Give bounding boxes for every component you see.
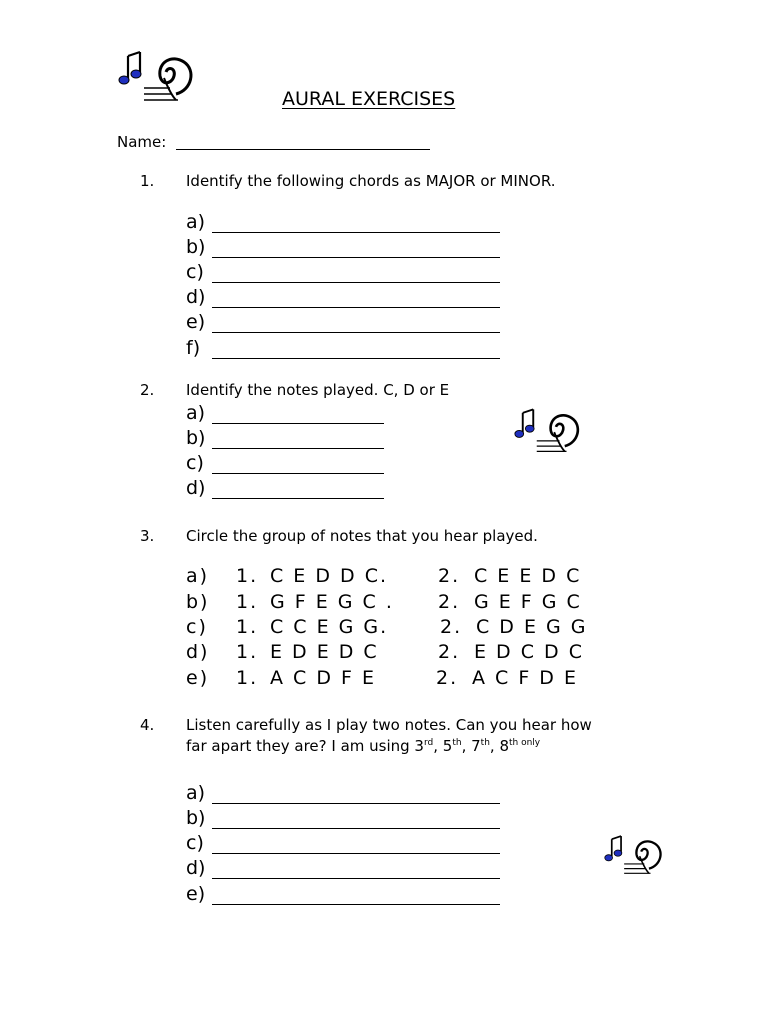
note-group-option[interactable]: A C F D E xyxy=(472,667,578,689)
note-group-option[interactable]: G E F G C xyxy=(474,591,582,613)
option-number: 1. xyxy=(236,591,259,613)
question-3-text: Circle the group of notes that you hear played. xyxy=(186,527,538,545)
answer-label: c) xyxy=(186,832,204,854)
note-group-option[interactable]: E D E D C xyxy=(270,641,379,663)
q2-answer-d[interactable] xyxy=(186,477,384,499)
question-2-number: 2. xyxy=(140,381,155,399)
music-ear-icon xyxy=(604,833,666,881)
answer-label: c) xyxy=(186,452,204,474)
music-ear-icon xyxy=(118,50,198,108)
row-label: b) xyxy=(186,591,210,613)
answer-blank[interactable] xyxy=(212,863,500,879)
answer-label: b) xyxy=(186,427,206,449)
answer-label: f) xyxy=(186,337,201,359)
note-group-option[interactable]: C E E D C xyxy=(474,565,582,587)
option-number: 1. xyxy=(236,667,259,689)
answer-blank[interactable] xyxy=(212,408,384,424)
note-group-option[interactable]: C C E G G. xyxy=(270,616,389,638)
q4-answer-b[interactable] xyxy=(186,807,500,829)
name-label: Name: xyxy=(117,133,167,151)
answer-blank[interactable] xyxy=(212,788,500,804)
note-group-option[interactable]: A C D F E xyxy=(270,667,376,689)
answer-label: d) xyxy=(186,857,206,879)
note-group-option[interactable]: C D E G G xyxy=(476,616,588,638)
answer-blank[interactable] xyxy=(212,343,500,359)
answer-blank[interactable] xyxy=(212,838,500,854)
q2-answer-a[interactable] xyxy=(186,402,384,424)
answer-label: b) xyxy=(186,236,206,258)
q1-answer-f[interactable] xyxy=(186,337,500,359)
row-label: d) xyxy=(186,641,210,663)
q4-answer-c[interactable] xyxy=(186,832,500,854)
q1-answer-a[interactable] xyxy=(186,211,500,233)
q4-answer-d[interactable] xyxy=(186,857,500,879)
answer-blank[interactable] xyxy=(212,813,500,829)
q2-answer-c[interactable] xyxy=(186,452,384,474)
option-number: 1. xyxy=(236,641,259,663)
option-number: 2. xyxy=(436,667,459,689)
answer-blank[interactable] xyxy=(212,292,500,308)
page-title: AURAL EXERCISES xyxy=(282,88,456,110)
q1-answer-e[interactable] xyxy=(186,311,500,333)
question-1-text: Identify the following chords as MAJOR or MINOR. xyxy=(186,172,556,190)
answer-label: c) xyxy=(186,261,204,283)
option-number: 2. xyxy=(438,565,461,587)
answer-label: e) xyxy=(186,883,206,905)
answer-blank[interactable] xyxy=(212,889,500,905)
option-number: 1. xyxy=(236,565,259,587)
answer-blank[interactable] xyxy=(212,267,500,283)
q1-answer-c[interactable] xyxy=(186,261,500,283)
row-label: c) xyxy=(186,616,208,638)
q1-answer-d[interactable] xyxy=(186,286,500,308)
answer-blank[interactable] xyxy=(212,317,500,333)
name-blank[interactable] xyxy=(176,149,430,150)
answer-blank[interactable] xyxy=(212,483,384,499)
answer-label: e) xyxy=(186,311,206,333)
answer-label: a) xyxy=(186,782,206,804)
option-number: 2. xyxy=(438,641,461,663)
question-4-text-line-2: far apart they are? I am using 3rd, 5th, 7th, $8^{th only}$ xyxy=(186,737,541,755)
answer-label: d) xyxy=(186,477,206,499)
q2-answer-b[interactable] xyxy=(186,427,384,449)
q4-answer-e[interactable] xyxy=(186,883,500,905)
question-3-number: 3. xyxy=(140,527,155,545)
row-label: e) xyxy=(186,667,210,689)
question-4-text-line-1: Listen carefully as I play two notes. Can you hear how xyxy=(186,716,592,734)
note-group-option[interactable]: C E D D C. xyxy=(270,565,388,587)
answer-blank[interactable] xyxy=(212,458,384,474)
question-2-text: Identify the notes played. C, D or E xyxy=(186,381,450,399)
answer-blank[interactable] xyxy=(212,242,500,258)
answer-label: b) xyxy=(186,807,206,829)
question-4-number: 4. xyxy=(140,716,155,734)
row-label: a) xyxy=(186,565,210,587)
question-1-number: 1. xyxy=(140,172,155,190)
q4-answer-a[interactable] xyxy=(186,782,500,804)
option-number: 1. xyxy=(236,616,259,638)
answer-label: d) xyxy=(186,286,206,308)
note-group-option[interactable]: E D C D C xyxy=(474,641,584,663)
option-number: 2. xyxy=(440,616,463,638)
note-group-option[interactable]: G F E G C . xyxy=(270,591,394,613)
answer-blank[interactable] xyxy=(212,433,384,449)
answer-label: a) xyxy=(186,402,206,424)
option-number: 2. xyxy=(438,591,461,613)
music-ear-icon xyxy=(514,406,584,460)
answer-blank[interactable] xyxy=(212,217,500,233)
answer-label: a) xyxy=(186,211,206,233)
q1-answer-b[interactable] xyxy=(186,236,500,258)
